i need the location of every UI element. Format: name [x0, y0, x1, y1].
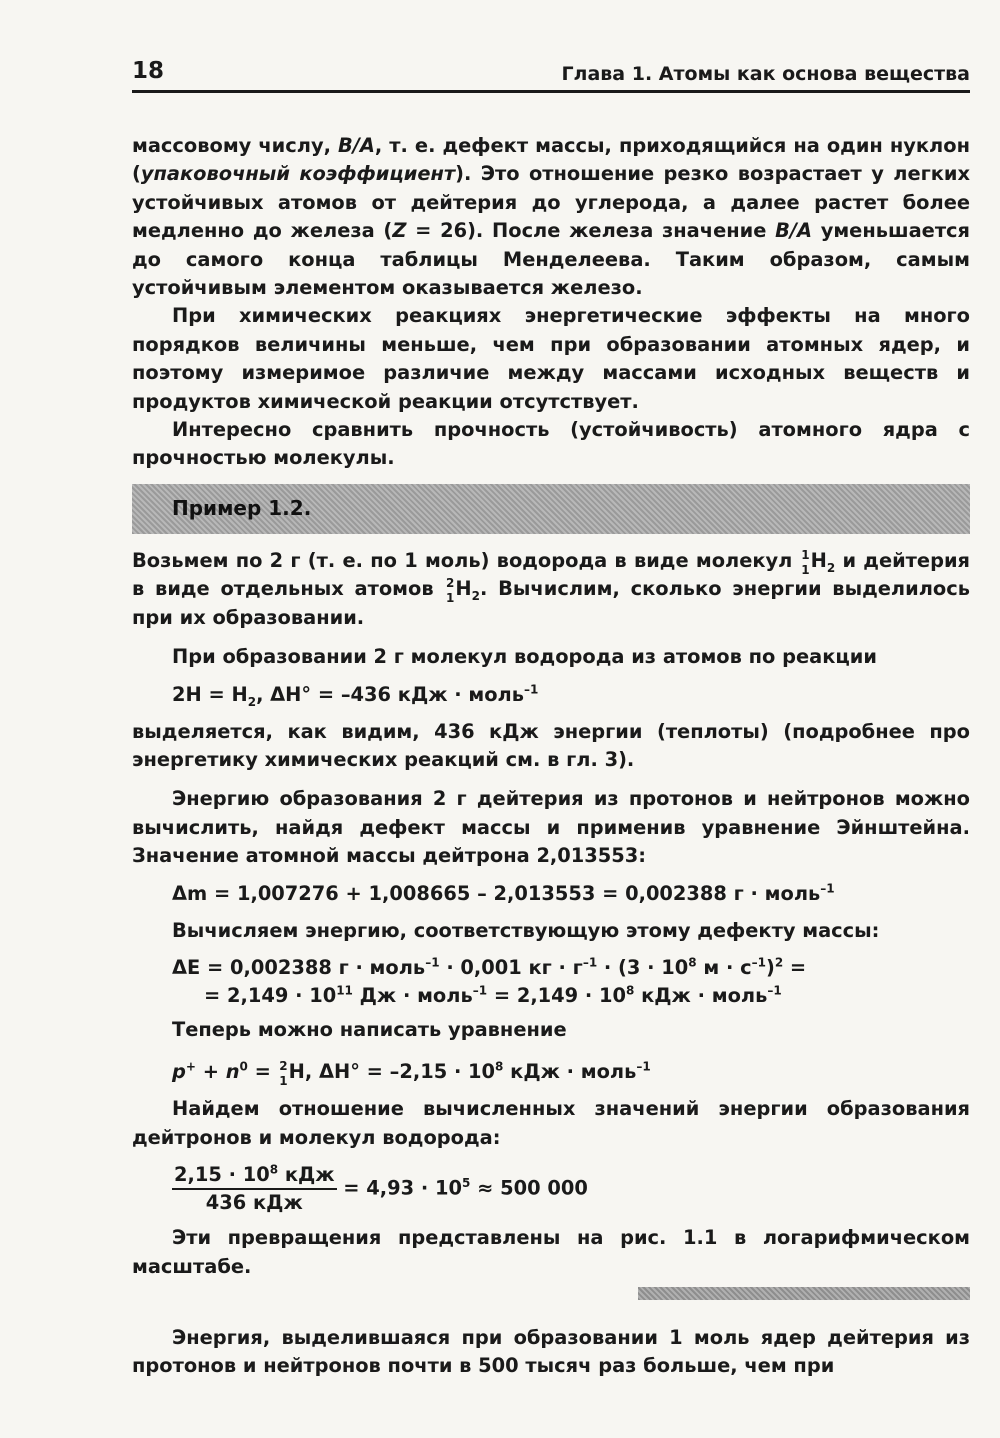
example-reaction-intro: При образовании 2 г молекул водорода из атомов по реакции	[172, 645, 877, 669]
fraction-denominator: 436 кДж	[205, 1191, 303, 1215]
paragraph-deuterium-energy: Энергия, выделившаяся при образовании 1 моль ядер дейтерия из протонов и нейтронов почти в 500 тысяч раз больше, чем при	[132, 1326, 970, 1378]
example-banner	[132, 484, 970, 534]
text-block-bottom	[132, 1324, 970, 1381]
example-intro: Возьмем по 2 г (т. е. по 1 моль) водорода в виде молекул 1 1 $H_2$ и дейтерия в виде отдельных атомов 2 1 $H_2$. Вычислим, сколько энергии выделилось при их образовании.	[132, 548, 970, 629]
example-title: Пример 1.2.	[172, 496, 312, 520]
example-heat-text: выделяется, как видим, 436 кДж энергии (теплоты) (подробнее про энергетику химических реакций см. в гл. 3).	[132, 719, 970, 772]
ratio-fraction	[172, 1162, 337, 1216]
paragraph-packing-coefficient: массовому числу, B/A, т. е. дефект массы, приходящийся на один нуклон (упаковочный коэффициент). Это отношение резко возрастает у легких устойчивых атомов от дейтерия до углерода, а далее растет более медленно до железа (Z = 26). После железа значение B/A уменьшается до самого конца таблицы Менделеева. Таким образом, самым устойчивым элементом оказывается железо.	[132, 134, 971, 300]
page-number: 18	[132, 58, 165, 84]
equation-energy-result: = $2,149 \cdot 10^{11}$ Дж · моль$^{-1}$ = $2,149 \cdot 10^8$ кДж · моль$^{-1}$	[204, 983, 782, 1008]
example-end-bar	[638, 1287, 970, 1300]
equation-ratio: $\frac{2,15 \cdot 10^8 кДж}{\text{436 кДж}}$ = $4,93 \cdot 10^5 \approx 500$ 000	[174, 1162, 588, 1215]
equation-mass-defect: Δm = 1,007276 + 1,008665 – 2,013553 = 0,002388 г · моль$^{-1}$	[172, 881, 835, 905]
example-conclusion: Эти превращения представлены на рис. 1.1 в логарифмическом масштабе.	[132, 1226, 970, 1278]
equation-deuteron: $p^+ + n^0$ = 2 1 H, $\Delta H^\circ = -2,15 \cdot 10^8$ кДж · моль$^{-1}$	[172, 1059, 651, 1089]
example-body	[132, 547, 970, 1281]
text-block-top	[132, 132, 970, 473]
page-header	[132, 58, 970, 93]
example-compute-energy: Вычисляем энергию, соответствующую этому дефекту массы:	[172, 918, 880, 942]
paragraph-chemical-reactions: При химических реакциях энергетические эффекты на много порядков величины меньше, чем при образовании атомных ядер, и поэтому измеримое различие между массами исходных веществ и продуктов химической реакции отсутствует.	[132, 304, 970, 413]
example-write-equation: Теперь можно написать уравнение	[172, 1018, 567, 1042]
example-ratio-intro: Найдем отношение вычисленных значений энергии образования дейтронов и молекул водорода:	[132, 1097, 970, 1149]
equation-hydrogen: $2H = H_2$, ΔH° = –436 кДж · моль$^{-1}$	[172, 682, 539, 709]
example-deuterium-energy: Энергию образования 2 г дейтерия из протонов и нейтронов можно вычислить, найдя дефект массы и применив уравнение Эйнштейна. Значение атомной массы дейтрона 2,013553:	[132, 787, 970, 868]
paragraph-compare-strength: Интересно сравнить прочность (устойчивость) атомного ядра с прочностью молекулы.	[132, 418, 970, 470]
equation-energy: ΔE = 0,002388 г · моль$^{-1}$ · 0,001 кг · $г^{-1} \cdot (3 \cdot 10^8$ $м \cdot с^{-1})^2$ =	[172, 955, 807, 980]
chapter-title: Глава 1. Атомы как основа вещества	[561, 63, 970, 85]
fraction-numerator: $2,15 \cdot 10^8$ кДж	[172, 1162, 337, 1190]
